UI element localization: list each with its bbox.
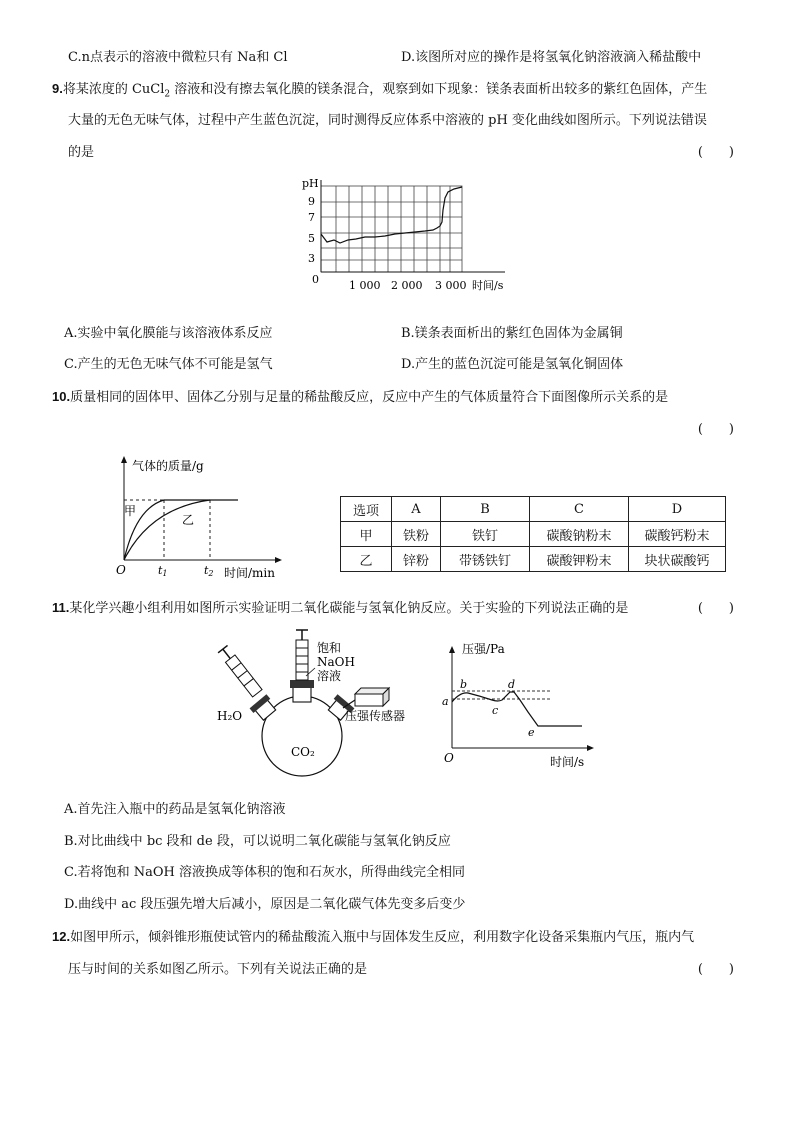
q10-origin: O — [116, 563, 126, 577]
q11-option-c: C.若将饱和 NaOH 溶液换成等体积的饱和石灰水，所得曲线完全相同 — [64, 865, 466, 880]
q9-number: 9. — [52, 81, 63, 96]
label-co2: CO₂ — [291, 745, 315, 759]
syringe-naoh — [296, 640, 308, 680]
q8-option-d: D.该图所对应的操作是将氢氧化钠溶液滴入稀盐酸中 — [401, 50, 702, 65]
pressure-sensor — [355, 694, 383, 706]
q11-pressure-graph — [440, 640, 600, 770]
label-naoh-2: NaOH — [317, 655, 355, 669]
q11-point-e: e — [528, 726, 535, 739]
q9-y-label: pH — [302, 177, 319, 190]
label-sensor: 压强传感器 — [345, 709, 406, 723]
q10-curve-yi — [124, 500, 210, 560]
q9-option-a: A.实验中氧化膜能与该溶液体系反应 — [64, 326, 273, 341]
q12-answer-paren: ( ) — [697, 962, 734, 977]
q11-point-a: a — [442, 695, 449, 708]
q10-y-label: 气体的质量/g — [132, 459, 204, 473]
q9-stem-line3: 的是 — [68, 145, 95, 160]
q12-stem-line1: 12.如图甲所示，倾斜锥形瓶使试管内的稀盐酸流入瓶中与固体发生反应，利用数字化设备采集瓶内气压，瓶内气 — [52, 929, 695, 945]
q12-number: 12. — [52, 929, 71, 944]
q9-option-b: B.镁条表面析出的紫红色固体为金属铜 — [401, 326, 623, 341]
flask-neck-center — [293, 686, 311, 702]
table-row: 甲 铁粉 铁钉 碳酸钠粉末 碳酸钙粉末 — [341, 522, 726, 547]
q10-x-label: 时间/min — [224, 566, 275, 580]
label-water: H₂O — [217, 709, 243, 723]
q8-option-c: C.n点表示的溶液中微粒只有 Na和 Cl — [68, 50, 288, 65]
q11-origin: O — [444, 751, 454, 765]
q9-stem-line1: 9.将某浓度的 CuCl$_2$ 溶液和没有擦去氧化膜的镁条混合，观察到如下现象：镁条表面析出较多的紫红色固体，产生 — [52, 81, 708, 100]
q9-xtick-3000: 3 000 — [435, 279, 467, 292]
q11-point-c: c — [492, 704, 499, 717]
q9-x-label: 时间/s — [472, 279, 504, 292]
label-naoh-1: 饱和 — [317, 641, 342, 655]
q9-ytick-7: 7 — [308, 211, 315, 224]
q11-number: 11. — [52, 600, 70, 615]
q11-point-d: d — [508, 678, 516, 691]
q9-ph-curve — [321, 187, 462, 243]
syringe-water — [225, 655, 262, 697]
q11-apparatus — [205, 628, 415, 780]
q9-xtick-2000: 2 000 — [391, 279, 423, 292]
q11-answer-paren: ( ) — [697, 601, 734, 616]
q9-option-d: D.产生的蓝色沉淀可能是氢氧化铜固体 — [401, 357, 624, 372]
q10-t1: t1 — [158, 564, 168, 578]
table-row: 乙 锌粉 带锈铁钉 碳酸钾粉末 块状碳酸钙 — [341, 547, 726, 572]
q10-graph — [110, 452, 290, 582]
q11-pressure-curve — [452, 692, 582, 726]
label-naoh-3: 溶液 — [317, 669, 342, 683]
q10-options-table — [340, 496, 726, 572]
q10-stem-line1: 10.质量相同的固体甲、固体乙分别与足量的稀盐酸反应，反应中产生的气体质量符合下面图像所示关系的是 — [52, 389, 669, 405]
q11-stem-line1: 11.某化学兴趣小组利用如图所示实验证明二氧化碳能与氢氧化钠反应。关于实验的下列说法正确的是 — [52, 600, 629, 616]
q11-option-d: D.曲线中 ac 段压强先增大后减小，原因是二氧化碳气体先变多后变少 — [64, 897, 466, 912]
q9-option-c: C.产生的无色无味气体不可能是氢气 — [64, 357, 273, 372]
q9-ytick-9: 9 — [308, 195, 315, 208]
q9-ytick-3: 3 — [308, 252, 315, 265]
stopper-center — [290, 680, 314, 688]
q10-t2: t2 — [204, 564, 214, 578]
q11-point-b: b — [460, 678, 468, 691]
q9-answer-paren: ( ) — [697, 145, 734, 160]
q9-xtick-1000: 1 000 — [349, 279, 381, 292]
q11-option-a: A.首先注入瓶中的药品是氢氧化钠溶液 — [64, 802, 286, 817]
q10-number: 10. — [52, 389, 71, 404]
q9-origin: 0 — [312, 273, 319, 286]
table-row: 选项 A B C D — [341, 497, 726, 522]
q11-x-label: 时间/s — [550, 755, 585, 769]
q12-stem-line2: 压与时间的关系如图乙所示。下列有关说法正确的是 — [68, 962, 368, 977]
q10-label-jia: 甲 — [124, 504, 137, 518]
q9-stem-line2: 大量的无色无味气体，过程中产生蓝色沉淀，同时测得反应体系中溶液的 pH 变化曲线如图所示。下列说法错误 — [68, 113, 707, 128]
q9-grid — [321, 186, 462, 272]
q10-answer-paren: ( ) — [697, 422, 734, 437]
q11-y-label: 压强/Pa — [462, 642, 505, 656]
q10-curve-jia — [124, 500, 238, 560]
q11-option-b: B.对比曲线中 bc 段和 de 段，可以说明二氧化碳能与氢氧化钠反应 — [64, 834, 451, 849]
q9-ph-chart — [290, 170, 520, 305]
q10-label-yi: 乙 — [182, 513, 195, 527]
q9-ytick-5: 5 — [308, 232, 315, 245]
